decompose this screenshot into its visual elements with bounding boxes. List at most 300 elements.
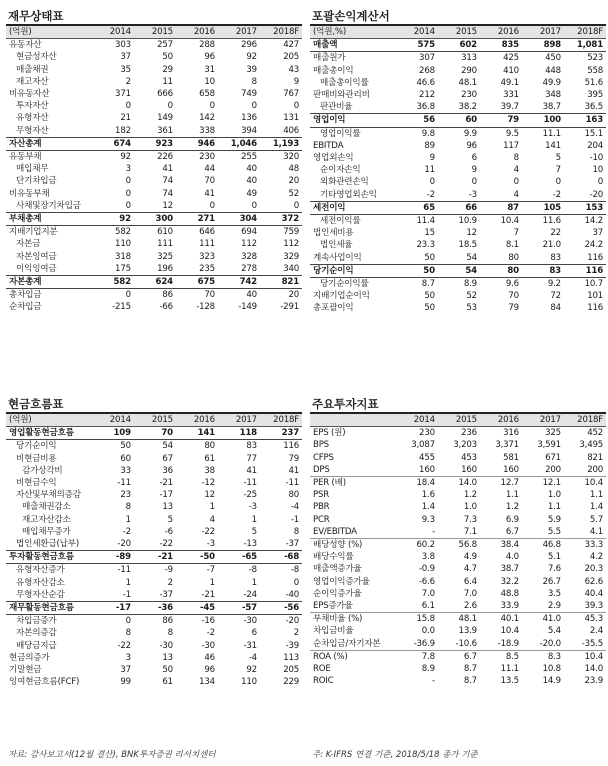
cell-value: 371 xyxy=(115,89,131,100)
cell-value: 37 xyxy=(592,228,603,239)
cell-value: 84 xyxy=(550,303,561,314)
cell-value: 2.9 xyxy=(547,601,561,612)
table-header-row xyxy=(310,414,606,427)
cell-value: 6.1 xyxy=(421,601,435,612)
cell-value: 278 xyxy=(241,263,257,274)
cell-value: -30 xyxy=(159,640,173,651)
cell-value: 3,203 xyxy=(453,440,477,451)
cell-value: 646 xyxy=(199,227,215,238)
cell-value: 230 xyxy=(461,90,477,101)
cell-value: 14.9 xyxy=(542,676,561,687)
year-header: 2017 xyxy=(522,414,564,427)
cell-value: 3 xyxy=(125,652,131,663)
cell-value: 40 xyxy=(246,164,257,175)
cell-value: 112 xyxy=(283,239,299,250)
cell-value: 70 xyxy=(134,427,176,440)
cell-value: 10.8 xyxy=(542,664,561,675)
table-row xyxy=(310,164,606,176)
cell-value: 14.2 xyxy=(584,216,603,227)
cell-value: 118 xyxy=(218,427,260,440)
cell-value: 61 xyxy=(162,677,173,688)
cell-value: 86 xyxy=(162,290,173,301)
cell-value: 12.7 xyxy=(480,477,522,490)
cell-value: 3,087 xyxy=(411,440,435,451)
cell-value: 2.6 xyxy=(463,601,477,612)
cell-value: 12 xyxy=(204,490,215,501)
cell-value: 0 xyxy=(293,200,299,211)
cell-value: 0 xyxy=(209,101,215,112)
cell-value: 340 xyxy=(283,263,299,274)
cell-value: 10 xyxy=(204,76,215,87)
table-row xyxy=(310,215,606,228)
cell-value: 318 xyxy=(115,251,131,262)
cell-value: 11.6 xyxy=(542,216,561,227)
cell-value: 22 xyxy=(550,228,561,239)
cell-value: 134 xyxy=(199,677,215,688)
cell-value: 46 xyxy=(204,652,215,663)
row-label: 유형자산 xyxy=(16,113,49,124)
cell-value: 37 xyxy=(120,52,131,63)
row-label: 유형자산감소 xyxy=(16,577,65,588)
cell-value: -45 xyxy=(176,602,218,615)
row-label: PCR xyxy=(313,514,330,525)
balance-sheet-table xyxy=(6,26,302,314)
cell-value: 0 xyxy=(209,200,215,211)
table-row xyxy=(310,625,606,637)
cell-value: 325 xyxy=(157,251,173,262)
row-label: 감가상각비 xyxy=(22,465,63,476)
cell-value: 160 xyxy=(419,464,435,475)
cell-value: 160 xyxy=(461,464,477,475)
row-label: 총차입금 xyxy=(9,290,42,301)
row-label: CFPS xyxy=(313,452,334,463)
table-row xyxy=(310,514,606,526)
row-label: 유동자산 xyxy=(9,40,42,51)
cell-value: 7.0 xyxy=(421,588,435,599)
cell-value: -56 xyxy=(260,602,302,615)
cell-value: 60.2 xyxy=(396,539,438,552)
cell-value: 80 xyxy=(480,264,522,277)
cell-value: 5 xyxy=(251,526,257,537)
cell-value: 83 xyxy=(246,441,257,452)
table-row xyxy=(6,514,302,526)
table-row xyxy=(6,615,302,628)
cell-value: -40 xyxy=(285,589,299,600)
cell-value: 338 xyxy=(199,125,215,136)
row-label: ROA (%) xyxy=(310,650,396,663)
cell-value: 329 xyxy=(283,251,299,262)
cell-value: 6.7 xyxy=(438,650,480,663)
cell-value: 96 xyxy=(466,140,477,151)
cell-value: 0.0 xyxy=(421,626,435,637)
year-header: 2016 xyxy=(176,414,218,427)
cell-value: 296 xyxy=(241,40,257,51)
cell-value: 50 xyxy=(162,665,173,676)
table-row xyxy=(310,600,606,613)
cell-value: 0 xyxy=(513,177,519,188)
cell-value: 49 xyxy=(246,188,257,199)
cell-value: -57 xyxy=(218,602,260,615)
cell-value: -3 xyxy=(468,189,477,200)
unit-label: (억원) xyxy=(6,414,92,427)
cell-value: 602 xyxy=(438,39,480,52)
cell-value: 821 xyxy=(260,276,302,289)
table-row xyxy=(6,453,302,465)
cell-value: 74 xyxy=(162,188,173,199)
row-label: 무형자산 xyxy=(16,125,49,136)
year-header: 2015 xyxy=(134,26,176,39)
cell-value: -66 xyxy=(159,302,173,313)
year-header: 2017 xyxy=(218,26,260,39)
cell-value: 0 xyxy=(597,177,603,188)
cell-value: 4.7 xyxy=(463,564,477,575)
cash-flow-title: 현금흐름표 xyxy=(6,396,302,414)
cell-value: 0 xyxy=(125,176,131,187)
table-row xyxy=(310,588,606,600)
row-label: 매출액증가율 xyxy=(313,564,362,575)
row-label: 사채및장기차입금 xyxy=(16,200,81,211)
row-label: EPS증가율 xyxy=(313,601,353,612)
table-row xyxy=(6,188,302,200)
cell-value: 20.3 xyxy=(584,564,603,575)
table-row xyxy=(6,112,302,124)
cell-value: 20 xyxy=(288,176,299,187)
cell-value: 5.9 xyxy=(547,514,561,525)
table-row xyxy=(310,89,606,101)
table-row xyxy=(6,589,302,602)
cell-value: 77 xyxy=(246,453,257,464)
cell-value: -11 xyxy=(117,478,131,489)
cell-value: 70 xyxy=(508,291,519,302)
table-row xyxy=(310,663,606,675)
cell-value: 304 xyxy=(218,213,260,226)
table-row xyxy=(6,427,302,440)
cell-value: -6 xyxy=(164,526,173,537)
cell-value: 1.1 xyxy=(505,490,519,501)
row-label: 당기순이익 xyxy=(16,441,57,452)
cell-value: 54 xyxy=(438,264,480,277)
cell-value: 9.9 xyxy=(463,128,477,139)
cell-value: 49.9 xyxy=(542,77,561,88)
cell-value: 8.3 xyxy=(522,650,564,663)
cell-value: 204 xyxy=(587,140,603,151)
table-row xyxy=(6,276,302,289)
cell-value: 742 xyxy=(218,276,260,289)
cell-value: 141 xyxy=(545,140,561,151)
row-label: 자산총계 xyxy=(6,137,92,150)
cell-value: -39 xyxy=(285,640,299,651)
cell-value: 1,193 xyxy=(260,137,302,150)
row-label: 법인세환급(납부) xyxy=(16,539,80,550)
cell-value: 0 xyxy=(471,177,477,188)
cell-value: 325 xyxy=(545,428,561,439)
cell-value: 10.9 xyxy=(458,216,477,227)
cell-value: 89 xyxy=(424,140,435,151)
cell-value: -17 xyxy=(92,602,134,615)
row-label: 지배기업지분 xyxy=(9,227,58,238)
table-row xyxy=(6,676,302,688)
row-label: 판매비와관리비 xyxy=(313,90,370,101)
cell-value: 361 xyxy=(157,125,173,136)
cell-value: 9.6 xyxy=(505,279,519,290)
cell-value: 60 xyxy=(438,114,480,127)
cell-value: - xyxy=(431,526,435,537)
cell-value: -17 xyxy=(159,490,173,501)
cell-value: 7.6 xyxy=(547,564,561,575)
row-label: 비유동부채 xyxy=(9,188,50,199)
row-label: 배당금지급 xyxy=(16,640,57,651)
row-label: PER (배) xyxy=(310,477,396,490)
balance-sheet-title: 재무상태표 xyxy=(6,8,302,26)
cell-value: 48.1 xyxy=(458,77,477,88)
cell-value: 1.1 xyxy=(589,490,603,501)
cell-value: 8.7 xyxy=(463,676,477,687)
cell-value: 8 xyxy=(293,526,299,537)
cell-value: -37 xyxy=(285,539,299,550)
year-header: 2017 xyxy=(218,414,260,427)
cell-value: -12 xyxy=(201,478,215,489)
cell-value: 56 xyxy=(396,114,438,127)
row-label: 투자자산 xyxy=(16,101,49,112)
cell-value: 759 xyxy=(283,227,299,238)
cell-value: 12.1 xyxy=(522,477,564,490)
row-label: 법인세율 xyxy=(320,240,353,251)
table-row xyxy=(6,289,302,302)
table-row xyxy=(6,263,302,276)
row-label: PBR xyxy=(313,502,330,513)
cell-value: 9.2 xyxy=(547,279,561,290)
cell-value: -3 xyxy=(206,539,215,550)
cell-value: 160 xyxy=(503,464,519,475)
cell-value: 92 xyxy=(246,665,257,676)
cell-value: 11.4 xyxy=(416,216,435,227)
row-label: 재고자산감소 xyxy=(22,514,71,525)
cell-value: 48.1 xyxy=(438,613,480,626)
cell-value: 0 xyxy=(125,101,131,112)
cell-value: 582 xyxy=(115,227,131,238)
cell-value: 8 xyxy=(513,153,519,164)
cell-value: 96 xyxy=(204,52,215,63)
cell-value: -20 xyxy=(117,539,131,550)
cell-value: 79 xyxy=(508,303,519,314)
cell-value: 5.1 xyxy=(547,552,561,563)
cell-value: 11 xyxy=(424,165,435,176)
key-indicators-table xyxy=(310,414,606,687)
table-row xyxy=(6,301,302,313)
cell-value: 1.6 xyxy=(421,490,435,501)
cell-value: 74 xyxy=(162,176,173,187)
cell-value: 10.4 xyxy=(564,650,606,663)
table-row xyxy=(310,127,606,140)
cell-value: 671 xyxy=(545,452,561,463)
cell-value: 72 xyxy=(550,291,561,302)
row-label: 영업이익률 xyxy=(320,128,361,139)
row-label: 유동부채 xyxy=(9,152,42,163)
row-label: 세전이익 xyxy=(310,201,396,214)
cell-value: 38.2 xyxy=(458,102,477,113)
row-label: 영업외손익 xyxy=(313,153,354,164)
cell-value: 288 xyxy=(199,40,215,51)
cell-value: 230 xyxy=(199,152,215,163)
table-row xyxy=(310,65,606,77)
key-indicators-panel xyxy=(310,396,606,687)
cell-value: 5.7 xyxy=(589,514,603,525)
row-label: 무형자산순감 xyxy=(16,589,65,600)
row-label: 매출액 xyxy=(310,39,396,52)
cell-value: 0 xyxy=(125,200,131,211)
cell-value: 142 xyxy=(199,113,215,124)
cell-value: 331 xyxy=(503,90,519,101)
cell-value: 21 xyxy=(120,113,131,124)
cell-value: 10.7 xyxy=(584,279,603,290)
cell-value: -149 xyxy=(238,302,257,313)
cell-value: -21 xyxy=(134,551,176,564)
cell-value: 15 xyxy=(424,228,435,239)
cell-value: 9 xyxy=(429,153,435,164)
cell-value: 67 xyxy=(162,453,173,464)
cell-value: 110 xyxy=(241,677,257,688)
cell-value: -10 xyxy=(589,153,603,164)
cell-value: 50 xyxy=(396,264,438,277)
cell-value: 105 xyxy=(522,201,564,214)
table-row xyxy=(6,226,302,239)
cell-value: 13 xyxy=(162,652,173,663)
cell-value: 9.5 xyxy=(505,128,519,139)
cell-value: 13 xyxy=(162,502,173,513)
cell-value: -11 xyxy=(243,478,257,489)
cell-value: -31 xyxy=(243,640,257,651)
cell-value: -36 xyxy=(134,602,176,615)
cell-value: 53 xyxy=(466,303,477,314)
cell-value: 196 xyxy=(157,263,173,274)
row-label: 순이익증가율 xyxy=(313,588,362,599)
cell-value: 323 xyxy=(199,251,215,262)
cell-value: -22 xyxy=(117,640,131,651)
cell-value: -0.9 xyxy=(418,564,435,575)
cell-value: 92 xyxy=(246,52,257,63)
cell-value: 5.5 xyxy=(547,526,561,537)
cell-value: 79 xyxy=(480,114,522,127)
table-row xyxy=(310,152,606,164)
cell-value: 923 xyxy=(134,137,176,150)
cell-value: 455 xyxy=(419,452,435,463)
cell-value: 70 xyxy=(204,290,215,301)
cell-value: 182 xyxy=(115,125,131,136)
row-label: 당기순이익률 xyxy=(320,279,369,290)
table-row xyxy=(310,501,606,513)
cell-value: 5.4 xyxy=(547,626,561,637)
cell-value: 5 xyxy=(555,153,561,164)
cell-value: 29 xyxy=(162,64,173,75)
year-header: 2017 xyxy=(522,26,564,39)
cell-value: 12 xyxy=(466,228,477,239)
cell-value: 38.7 xyxy=(500,564,519,575)
cell-value: 18.4 xyxy=(396,477,438,490)
cell-value: -20.0 xyxy=(539,638,561,649)
table-row xyxy=(6,151,302,164)
table-row xyxy=(6,602,302,615)
cell-value: 92 xyxy=(120,152,131,163)
cell-value: 40 xyxy=(246,176,257,187)
cell-value: 255 xyxy=(241,152,257,163)
cell-value: 6 xyxy=(471,153,477,164)
cash-flow-table xyxy=(6,414,302,688)
cell-value: 9 xyxy=(471,165,477,176)
cell-value: -20 xyxy=(285,616,299,627)
cell-value: 821 xyxy=(587,452,603,463)
cell-value: 1 xyxy=(209,502,215,513)
cell-value: 3,591 xyxy=(537,440,561,451)
year-header: 2015 xyxy=(438,26,480,39)
table-row xyxy=(310,252,606,265)
table-row xyxy=(310,526,606,539)
table-row xyxy=(6,564,302,577)
row-label: 유형자산증가 xyxy=(16,565,65,576)
cell-value: -128 xyxy=(196,302,215,313)
cell-value: 41 xyxy=(246,465,257,476)
cell-value: 200 xyxy=(545,464,561,475)
cell-value: 575 xyxy=(396,39,438,52)
cell-value: 1 xyxy=(125,577,131,588)
table-row xyxy=(6,39,302,52)
year-header: 2016 xyxy=(480,26,522,39)
row-label: 부채총계 xyxy=(6,213,92,226)
cell-value: 448 xyxy=(545,65,561,76)
cell-value: 1.0 xyxy=(547,490,561,501)
row-label: 비현금수익 xyxy=(16,478,57,489)
cell-value: 290 xyxy=(461,65,477,76)
table-row xyxy=(310,278,606,291)
cell-value: 328 xyxy=(241,251,257,262)
row-label: 차입금증가 xyxy=(16,616,57,627)
cell-value: 8.9 xyxy=(463,279,477,290)
table-row xyxy=(6,501,302,513)
cell-value: 452 xyxy=(587,428,603,439)
row-label: 단기차입금 xyxy=(16,176,57,187)
cell-value: 50 xyxy=(424,291,435,302)
cell-value: 1 xyxy=(209,577,215,588)
cell-value: -11 xyxy=(285,478,299,489)
row-label: 기말현금 xyxy=(9,665,42,676)
income-statement-table xyxy=(310,26,606,315)
cell-value: 15.1 xyxy=(584,128,603,139)
year-header: 2015 xyxy=(438,414,480,427)
cell-value: 111 xyxy=(157,239,173,250)
cell-value: 624 xyxy=(134,276,176,289)
cell-value: 46.6 xyxy=(416,77,435,88)
cell-value: 4 xyxy=(513,165,519,176)
cell-value: 6 xyxy=(251,628,257,639)
row-label: 세전이익률 xyxy=(320,216,361,227)
table-row xyxy=(310,290,606,302)
cell-value: 271 xyxy=(176,213,218,226)
cell-value: -89 xyxy=(92,551,134,564)
cell-value: 226 xyxy=(157,152,173,163)
cell-value: 237 xyxy=(260,427,302,440)
cell-value: 54 xyxy=(162,441,173,452)
cell-value: -21 xyxy=(159,478,173,489)
row-label: EPS (원) xyxy=(313,428,346,439)
table-row xyxy=(310,551,606,563)
cell-value: 41.0 xyxy=(522,613,564,626)
cell-value: -2 xyxy=(206,628,215,639)
cell-value: 205 xyxy=(283,52,299,63)
cell-value: 0 xyxy=(293,101,299,112)
cell-value: 40 xyxy=(246,290,257,301)
cell-value: 4.1 xyxy=(589,526,603,537)
cell-value: 300 xyxy=(134,213,176,226)
table-row xyxy=(310,675,606,687)
